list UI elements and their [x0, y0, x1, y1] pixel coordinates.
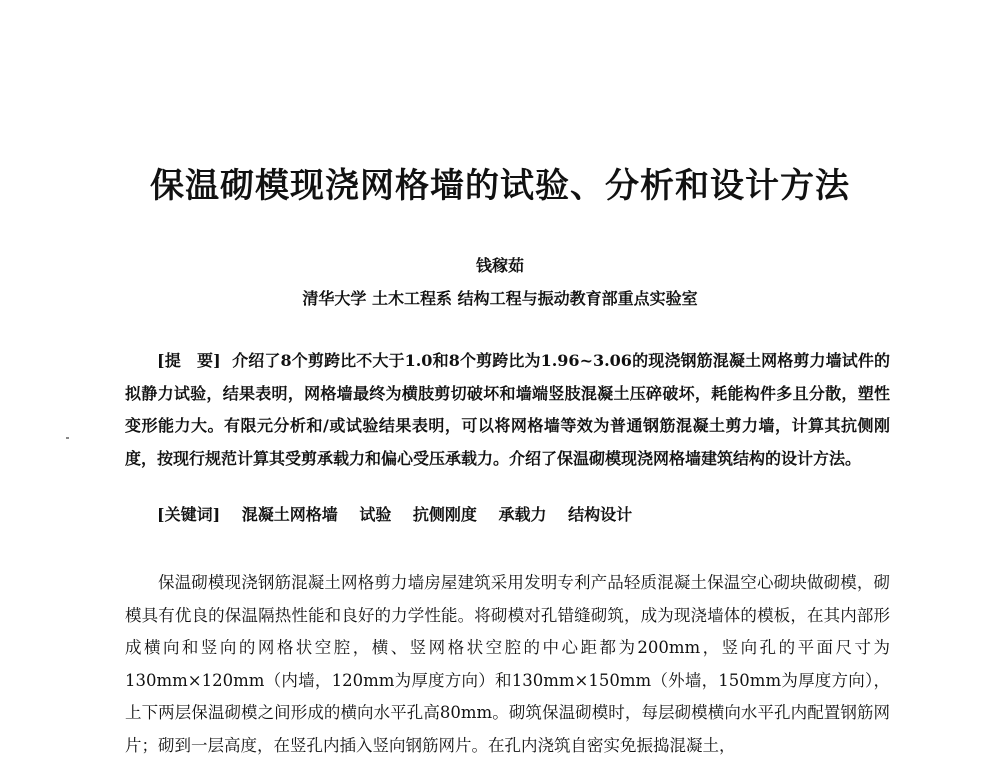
- keyword-item: 试验: [359, 505, 392, 524]
- keyword-item: 抗侧刚度: [412, 505, 477, 524]
- author-name: 钱稼茹: [475, 256, 524, 275]
- keyword-item: 混凝土网格墙: [241, 505, 338, 524]
- keywords-line: [157, 502, 897, 525]
- keywords-label: [关键词]: [157, 505, 221, 524]
- paper-title: 保温砌模现浇网格墙的试验、分析和设计方法: [150, 166, 850, 206]
- abstract-paragraph: [125, 345, 890, 475]
- scan-mark: [66, 437, 69, 439]
- author-affiliation: 清华大学 土木工程系 结构工程与振动教育部重点实验室: [302, 289, 698, 308]
- keyword-item: 承载力: [498, 505, 547, 524]
- abstract-label: [提 要]: [157, 351, 221, 370]
- body-paragraph: 保温砌模现浇钢筋混凝土网格剪力墙房屋建筑采用发明专利产品轻质混凝土保温空心砌块做砌模，砌模具有优良的保温隔热性能和良好的力学性能。将砌模对孔错缝砌筑，成为现浇墙体的模板，在其内部形成横向和竖向的网格状空腔，横、竖网格状空腔的中心距都为200mm，竖向孔的平面尺寸为130mm×120mm（内墙，120mm为厚度方向）和130mm×150mm（外墙，150mm为厚度方向），上下两层保温砌模之间形成的横向水平孔高80mm。砌筑保温砌模时，每层砌模横向水平孔内配置钢筋网片；砌到一层高度，在竖孔内插入竖向钢筋网片。在孔内浇筑自密实免振捣混凝土，: [125, 573, 890, 755]
- keyword-item: 结构设计: [568, 505, 633, 524]
- abstract-text: 介绍了8个剪跨比不大于1.0和8个剪跨比为1.96~3.06的现浇钢筋混凝土网格剪力墙试件的拟静力试验，结果表明，网格墙最终为横肢剪切破坏和墙端竖肢混凝土压碎破坏，耗能构件多且分散，塑性变形能力大。有限元分析和/或试验结果表明，可以将网格墙等效为普通钢筋混凝土剪力墙，计算其抗侧刚度，按现行规范计算其受剪承载力和偏心受压承载力。介绍了保温砌模现浇网格墙建筑结构的设计方法。: [125, 351, 890, 468]
